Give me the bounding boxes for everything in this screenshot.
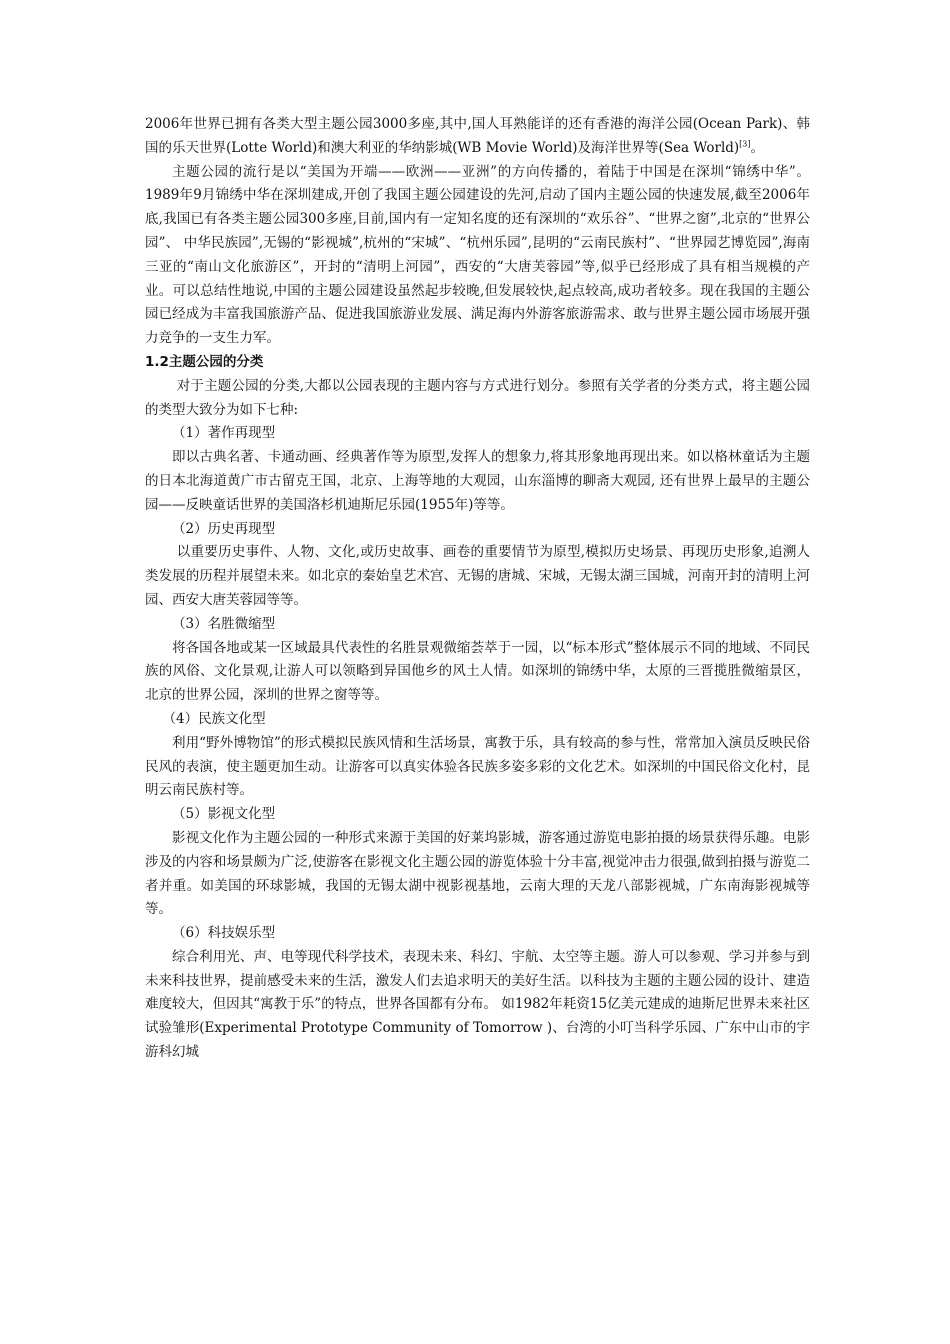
- intro-paragraph-1-end: 。: [750, 139, 765, 156]
- type-4-text: 利用“野外博物馆”的形式模拟民族风情和生活场景，寓教于乐，具有较高的参与性，常常加入演员反映民俗民风的表演，使主题更加生动。让游客可以真实体验各民族多姿多彩的文化艺术。如深圳的中国民俗文化村，昆明云南民族村等。: [145, 734, 810, 799]
- citation-ref: [3]: [739, 139, 751, 149]
- intro-paragraph-1: [145, 113, 810, 161]
- section-heading: 1.2主题公园的分类: [145, 353, 264, 370]
- type-3-text: 将各国各地或某一区域最具代表性的名胜景观微缩荟萃于一园，以“标本形式”整体展示不同的地域、不同民族的风俗、文化景观,让游人可以领略到异国他乡的风土人情。如深圳的锦绣中华，太原的三晋揽胜微缩景区，北京的世界公园，深圳的世界之窗等等。: [145, 639, 810, 704]
- type-2-label: （2）历史再现型: [172, 520, 276, 537]
- intro-paragraph-2: 主题公园的流行是以“美国为开端——欧洲——亚洲”的方向传播的，着陆于中国是在深圳“锦绣中华”。 1989年9月锦绣中华在深圳建成,开创了我国主题公园建设的先河,启动了国内主题公园的快速发展,截至2006年底,我国已有各类主题公园300多座,目前,国内有一定知名度的还有深圳的“欢乐谷”、“世界之窗”,北京的“世界公园”、 中华民族园”,无锡的“影视城”,杭州的“宋城”、“杭州乐园”,昆明的“云南民族村”、“世界园艺博览园”,海南三亚的“南山文化旅游区”，开封的“清明上河园”，西安的“大唐芙蓉园”等,似乎已经形成了具有相当规模的产业。可以总结性地说,中国的主题公园建设虽然起步较晚,但发展较快,起点较高,成功者较多。现在我国的主题公园已经成为丰富我国旅游产品、促进我国旅游业发展、满足海内外游客旅游需求、敢与世界主题公园市场展开强力竞争的一支生力军。: [145, 163, 810, 347]
- type-1-label: （1）著作再现型: [172, 425, 276, 442]
- type-5-text: 影视文化作为主题公园的一种形式来源于美国的好莱坞影城，游客通过游览电影拍摄的场景获得乐趣。电影涉及的内容和场景颇为广泛,使游客在影视文化主题公园的游览体验十分丰富,视觉冲击力很强,做到拍摄与游览二者并重。如美国的环球影城，我国的无锡太湖中视影视基地，云南大理的天龙八部影视城，广东南海影视城等等。: [145, 829, 810, 918]
- type-5-label: （5）影视文化型: [172, 806, 276, 823]
- intro-paragraph-1-text: 2006年世界已拥有各类大型主题公园3000多座,其中,国人耳熟能详的还有香港的海洋公园(Ocean Park)、韩国的乐天世界(Lotte World)和澳大利亚的华纳影城(WB Movie World)及海洋世界等(Sea World): [145, 116, 810, 156]
- type-2-text: 以重要历史事件、人物、文化,或历史故事、画卷的重要情节为原型,模拟历史场景、再现历史形象,追溯人类发展的历程并展望未来。如北京的秦始皇艺术宫、无锡的唐城、宋城，无锡太湖三国城，河南开封的清明上河园、西安大唐芙蓉园等等。: [145, 544, 810, 608]
- section-intro-paragraph: 对于主题公园的分类,大都以公园表现的主题内容与方式进行划分。参照有关学者的分类方式，将主题公园的类型大致分为如下七种:: [145, 377, 810, 418]
- type-1-text: 即以古典名著、卡通动画、经典著作等为原型,发挥人的想象力,将其形象地再现出来。如以格林童话为主题的日本北海道黄广市古留克王国，北京、上海等地的大观园，山东淄博的聊斋大观园, 还有世界上最早的主题公园——反映童话世界的美国洛杉机迪斯尼乐园(1955年)等等。: [145, 449, 810, 513]
- type-6-text: 综合利用光、声、电等现代科学技术，表现未来、科幻、宇航、太空等主题。游人可以参观、学习并参与到未来科技世界，提前感受未来的生活，激发人们去追求明天的美好生活。以科技为主题的主题公园的设计、建造难度较大，但因其“寓教于乐”的特点，世界各国都有分布。 如1982年耗资15亿美元建成的迪斯尼世界未来社区试验雏形(Experimental Prototype Community of Tomorrow )、台湾的小叮当科学乐园、广东中山市的宇游科幻城: [145, 948, 810, 1061]
- document-page: [145, 113, 810, 1065]
- type-3-label: （3）名胜微缩型: [172, 615, 276, 632]
- type-6-label: （6）科技娱乐型: [172, 925, 276, 942]
- type-4-label: （4）民族文化型: [162, 710, 266, 727]
